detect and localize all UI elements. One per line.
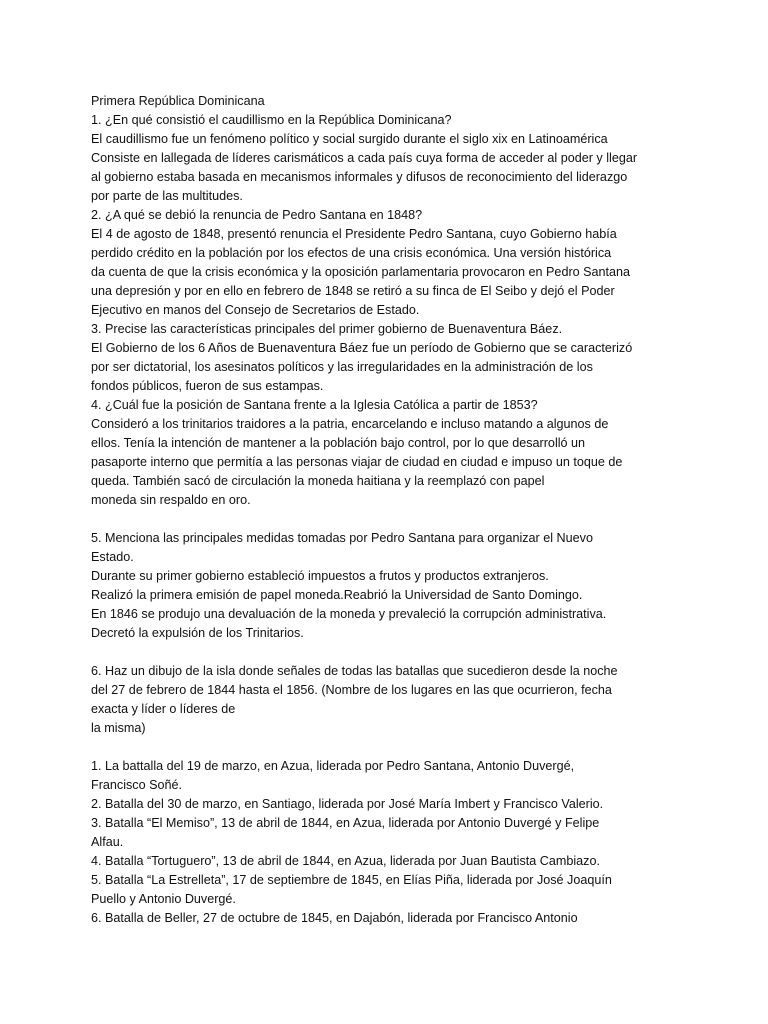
- answer-1-line: por parte de las multitudes.: [91, 189, 243, 203]
- answer-4-line: ellos. Tenía la intención de mantener a la población bajo control, por lo que desarrolló un: [91, 436, 586, 450]
- document-page: [91, 92, 691, 928]
- answer-2-line: una depresión y por en ello en febrero de 1848 se retiró a su finca de El Seibo y dejó el Poder: [91, 284, 615, 298]
- question-4: 4. ¿Cuál fue la posición de Santana frente a la Iglesia Católica a partir de 1853?: [91, 398, 538, 412]
- document-title: Primera República Dominicana: [91, 94, 265, 108]
- battle-list-line: 1. La battalla del 19 de marzo, en Azua, liderada por Pedro Santana, Antonio Duvergé,: [91, 759, 575, 773]
- answer-4-line: queda. También sacó de circulación la moneda haitiana y la reemplazó con papel: [91, 474, 545, 488]
- paragraph-gap: [91, 643, 691, 662]
- question-5-line: Estado.: [91, 550, 134, 564]
- answer-2-line: Ejecutivo en manos del Consejo de Secretarios de Estado.: [91, 303, 420, 317]
- answer-3-line: por ser dictatorial, los asesinatos políticos y las irregularidades en la administración de los: [91, 360, 593, 374]
- answer-3-line: fondos públicos, fueron de sus estampas.: [91, 379, 324, 393]
- question-6-line: exacta y líder o líderes de: [91, 702, 236, 716]
- answer-4-line: pasaporte interno que permitía a las personas viajar de ciudad en ciudad e impuso un toque de: [91, 455, 623, 469]
- paragraph-gap: [91, 738, 691, 757]
- answer-2-line: El 4 de agosto de 1848, presentó renuncia el Presidente Pedro Santana, cuyo Gobierno había: [91, 227, 617, 241]
- question-6-line: 6. Haz un dibujo de la isla donde señales de todas las batallas que sucedieron desde la noche: [91, 664, 618, 678]
- question-3: 3. Precise las características principales del primer gobierno de Buenaventura Báez.: [91, 322, 563, 336]
- battle-list-line: 6. Batalla de Beller, 27 de octubre de 1845, en Dajabón, liderada por Francisco Antonio: [91, 911, 578, 925]
- battle-list-line: Francisco Soñé.: [91, 778, 182, 792]
- question-2: 2. ¿A qué se debió la renuncia de Pedro Santana en 1848?: [91, 208, 423, 222]
- answer-5-line: Realizó la primera emisión de papel moneda.Reabrió la Universidad de Santo Domingo.: [91, 588, 583, 602]
- answer-4-line: Consideró a los trinitarios traidores a la patria, encarcelando e incluso matando a algunos de: [91, 417, 609, 431]
- answer-5-line: Decretó la expulsión de los Trinitarios.: [91, 626, 304, 640]
- answer-5-line: Durante su primer gobierno estableció impuestos a frutos y productos extranjeros.: [91, 569, 549, 583]
- answer-2-line: da cuenta de que la crisis económica y la oposición parlamentaria provocaron en Pedro Santana: [91, 265, 631, 279]
- answer-1-line: al gobierno estaba basada en mecanismos informales y difusos de reconocimiento del liderazgo: [91, 170, 628, 184]
- question-1: 1. ¿En qué consistió el caudillismo en la República Dominicana?: [91, 113, 452, 127]
- answer-5-line: En 1846 se produjo una devaluación de la moneda y prevaleció la corrupción administrativa.: [91, 607, 607, 621]
- question-6-line: del 27 de febrero de 1844 hasta el 1856. (Nombre de los lugares en las que ocurrieron, fecha: [91, 683, 612, 697]
- battle-list-line: Alfau.: [91, 835, 124, 849]
- battle-list-line: 5. Batalla “La Estrelleta”, 17 de septiembre de 1845, en Elías Piña, liderada por José Joaquín: [91, 873, 612, 887]
- question-6-line: la misma): [91, 721, 146, 735]
- answer-1-line: Consiste en lallegada de líderes carismáticos a cada país cuya forma de acceder al poder y llegar: [91, 151, 638, 165]
- battle-list-line: 2. Batalla del 30 de marzo, en Santiago, liderada por José María Imbert y Francisco Valerio.: [91, 797, 604, 811]
- paragraph-gap: [91, 510, 691, 529]
- question-5-line: 5. Menciona las principales medidas tomadas por Pedro Santana para organizar el Nuevo: [91, 531, 593, 545]
- battle-list-line: 4. Batalla “Tortuguero”, 13 de abril de 1844, en Azua, liderada por Juan Bautista Cambiazo.: [91, 854, 600, 868]
- answer-3-line: El Gobierno de los 6 Años de Buenaventura Báez fue un período de Gobierno que se caracterizó: [91, 341, 633, 355]
- battle-list-line: Puello y Antonio Duvergé.: [91, 892, 236, 906]
- answer-1-line: El caudillismo fue un fenómeno político y social surgido durante el siglo xix en Latinoamérica: [91, 132, 608, 146]
- battle-list-line: 3. Batalla “El Memiso”, 13 de abril de 1844, en Azua, liderada por Antonio Duvergé y Felipe: [91, 816, 600, 830]
- answer-2-line: perdido crédito en la población por los efectos de una crisis económica. Una versión histórica: [91, 246, 612, 260]
- answer-4-line: moneda sin respaldo en oro.: [91, 493, 251, 507]
